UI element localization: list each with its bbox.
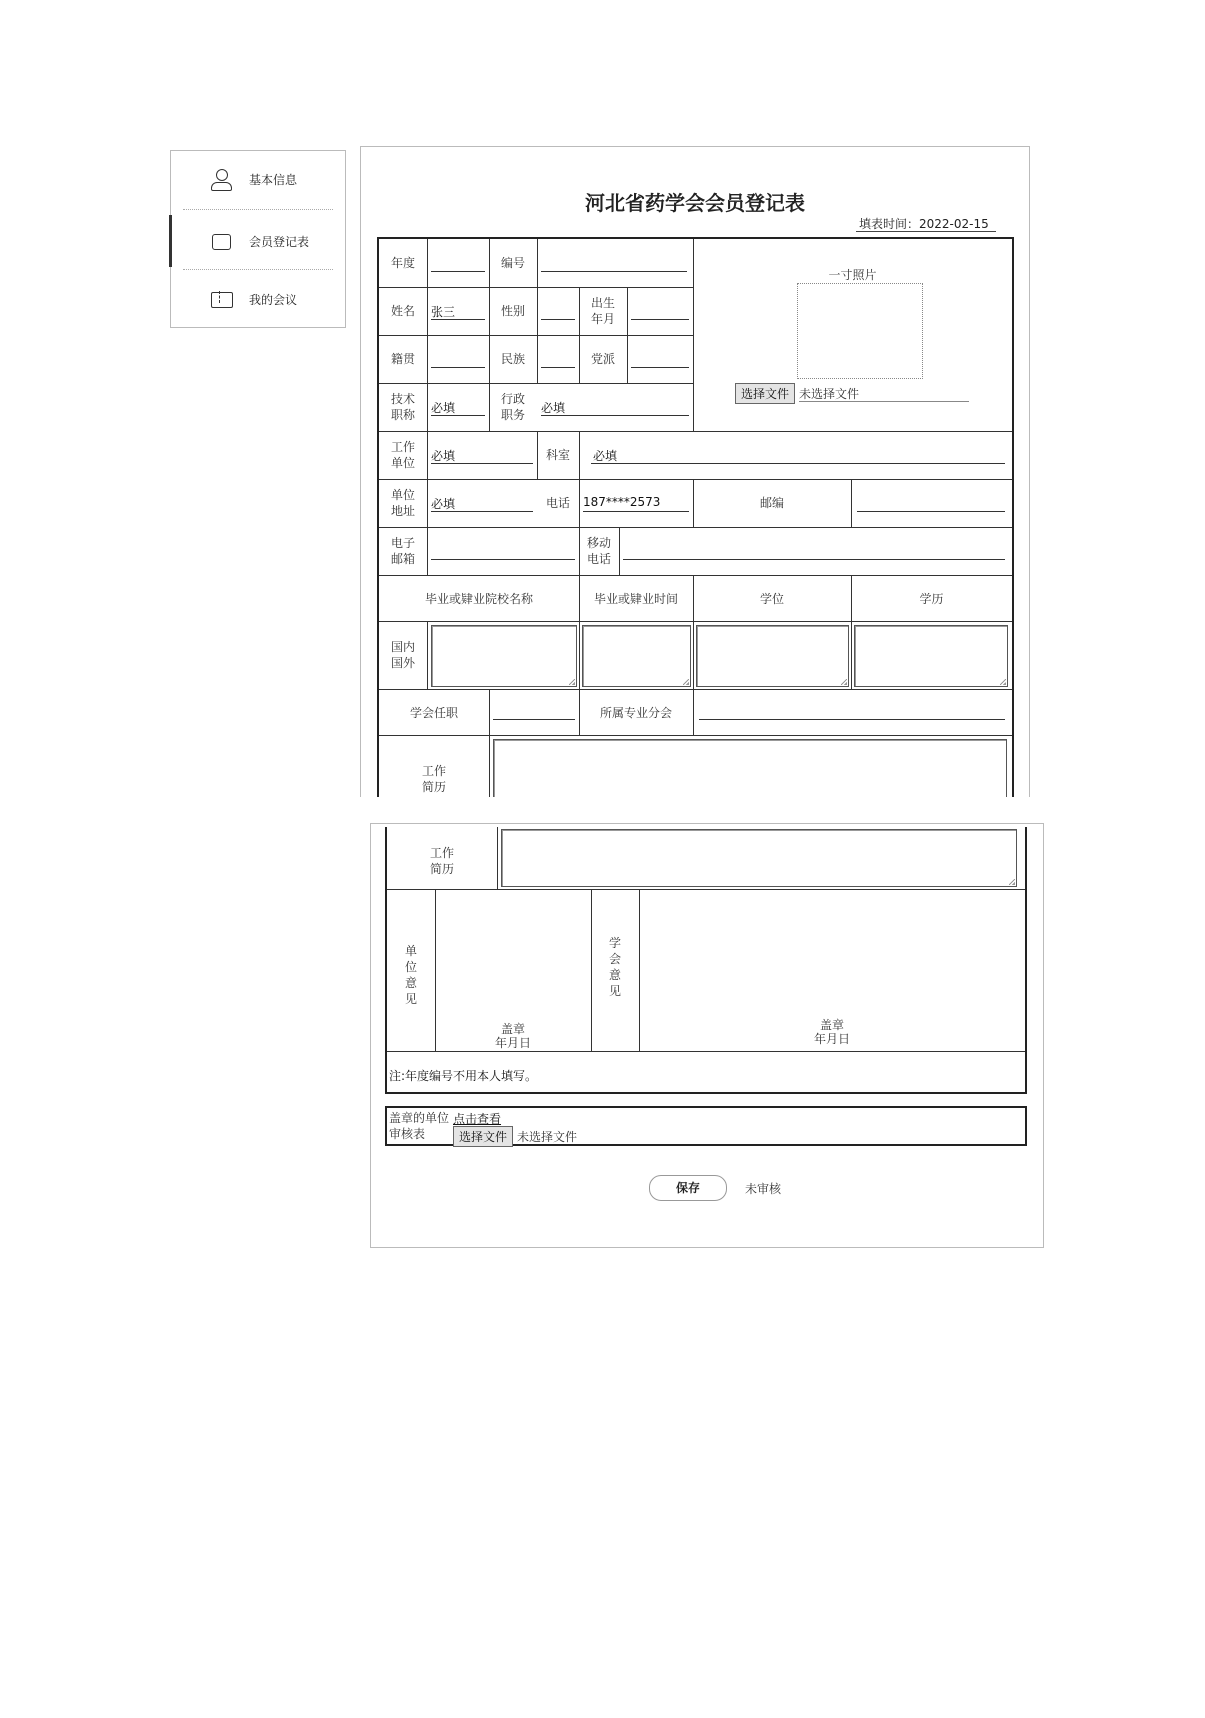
party-field[interactable] <box>631 367 689 368</box>
tech-title-label: 技术 职称 <box>390 392 415 422</box>
grad-time-textarea[interactable] <box>582 625 691 687</box>
name-value: 张三 <box>431 305 456 319</box>
mobile-label: 移动 电话 <box>586 536 611 566</box>
society-post-label: 学会任职 <box>409 706 458 720</box>
photo-preview <box>797 283 923 379</box>
admin-post-label: 行政 职务 <box>500 392 525 422</box>
opinion-table <box>385 827 1027 1094</box>
phone-field[interactable] <box>583 511 689 512</box>
ethnic-label: 民族 <box>500 352 525 366</box>
number-label: 编号 <box>500 256 525 270</box>
divider <box>183 269 333 270</box>
save-button[interactable]: 保存 <box>649 1175 727 1201</box>
fill-date: 填表时间：2022-02-15 <box>859 217 989 231</box>
form-panel-bottom <box>370 823 1044 1248</box>
divider <box>856 231 996 232</box>
admin-post-value: 必填 <box>541 401 566 415</box>
department-value: 必填 <box>593 449 618 463</box>
sidebar-item-label: 会员登记表 <box>249 235 310 249</box>
phone-value: 187****2573 <box>583 495 661 509</box>
society-date-label: 年月日 <box>813 1032 850 1046</box>
branch-label: 所属专业分会 <box>599 706 672 720</box>
mobile-field[interactable] <box>623 559 1005 560</box>
postcode-field[interactable] <box>857 511 1005 512</box>
sidebar-item-meetings[interactable] <box>171 271 345 327</box>
sidebar-item-basic-info[interactable] <box>171 151 345 207</box>
form-panel-top <box>360 146 1030 797</box>
degree-label: 学位 <box>759 592 784 606</box>
grad-time-label: 毕业或肄业时间 <box>593 592 678 606</box>
school-label: 毕业或肄业院校名称 <box>424 592 533 606</box>
resume-label: 工作 简历 <box>429 846 454 876</box>
work-unit-field[interactable] <box>431 463 533 464</box>
native-label: 籍贯 <box>390 352 415 366</box>
work-unit-value: 必填 <box>431 449 456 463</box>
department-field[interactable] <box>591 463 1005 464</box>
resume-textarea-top[interactable] <box>493 739 1007 797</box>
review-status: 未审核 <box>745 1182 782 1196</box>
postcode-label: 邮编 <box>759 496 784 510</box>
view-link[interactable]: 点击查看 <box>453 1112 502 1126</box>
photo-file-button[interactable]: 选择文件 <box>735 383 795 404</box>
party-label: 党派 <box>590 352 615 366</box>
audit-file-button[interactable]: 选择文件 <box>453 1126 513 1147</box>
degree-textarea[interactable] <box>696 625 849 687</box>
email-field[interactable] <box>431 559 575 560</box>
admin-post-field[interactable] <box>541 415 689 416</box>
branch-field[interactable] <box>699 719 1005 720</box>
sidebar-item-label: 我的会议 <box>249 293 298 307</box>
birth-label: 出生 年月 <box>590 296 615 326</box>
sidebar-nav <box>170 150 346 328</box>
name-label: 姓名 <box>390 304 415 318</box>
ticket-icon <box>211 289 233 311</box>
native-field[interactable] <box>431 367 485 368</box>
form-note: 注:年度编号不用本人填写。 <box>389 1069 538 1083</box>
work-unit-label: 工作 单位 <box>390 440 415 470</box>
gender-field[interactable] <box>541 319 575 320</box>
unit-opinion-label: 单 位 意 见 <box>404 944 417 1006</box>
audit-upload-row <box>385 1106 1027 1146</box>
domestic-label: 国内 国外 <box>390 640 415 670</box>
ethnic-field[interactable] <box>541 367 575 368</box>
unit-seal-label: 盖章 <box>500 1022 525 1036</box>
page-title: 河北省药学会会员登记表 <box>585 191 805 215</box>
tech-title-field[interactable] <box>431 415 485 416</box>
birth-field[interactable] <box>631 319 689 320</box>
society-seal-label: 盖章 <box>819 1018 844 1032</box>
year-label: 年度 <box>390 256 415 270</box>
year-field[interactable] <box>431 271 485 272</box>
name-field[interactable] <box>431 319 485 320</box>
unit-address-value: 必填 <box>431 497 456 511</box>
department-label: 科室 <box>545 448 570 462</box>
society-post-field[interactable] <box>493 719 575 720</box>
unit-address-label: 单位 地址 <box>390 488 415 518</box>
unit-address-field[interactable] <box>431 511 533 512</box>
photo-file-status: 未选择文件 <box>799 387 860 401</box>
education-label: 学历 <box>919 592 944 606</box>
sidebar-item-registration[interactable] <box>171 213 345 269</box>
audit-file-status: 未选择文件 <box>517 1130 578 1144</box>
user-icon <box>211 169 233 191</box>
email-label: 电子 邮箱 <box>390 536 415 566</box>
card-icon <box>211 231 233 253</box>
education-textarea[interactable] <box>854 625 1008 687</box>
phone-label: 电话 <box>545 496 570 510</box>
registration-table <box>377 237 1014 797</box>
society-opinion-label: 学 会 意 见 <box>608 936 621 998</box>
sidebar-item-label: 基本信息 <box>249 173 298 187</box>
divider <box>183 209 333 210</box>
unit-date-label: 年月日 <box>494 1036 531 1050</box>
tech-title-value: 必填 <box>431 401 456 415</box>
photo-label: 一寸照片 <box>828 268 877 282</box>
school-textarea[interactable] <box>431 625 577 687</box>
resume-textarea[interactable] <box>501 829 1017 887</box>
gender-label: 性别 <box>500 304 525 318</box>
resume-label-top: 工作 简历 <box>421 764 446 794</box>
number-field[interactable] <box>541 271 687 272</box>
audit-form-label: 盖章的单位 审核表 <box>389 1111 450 1141</box>
